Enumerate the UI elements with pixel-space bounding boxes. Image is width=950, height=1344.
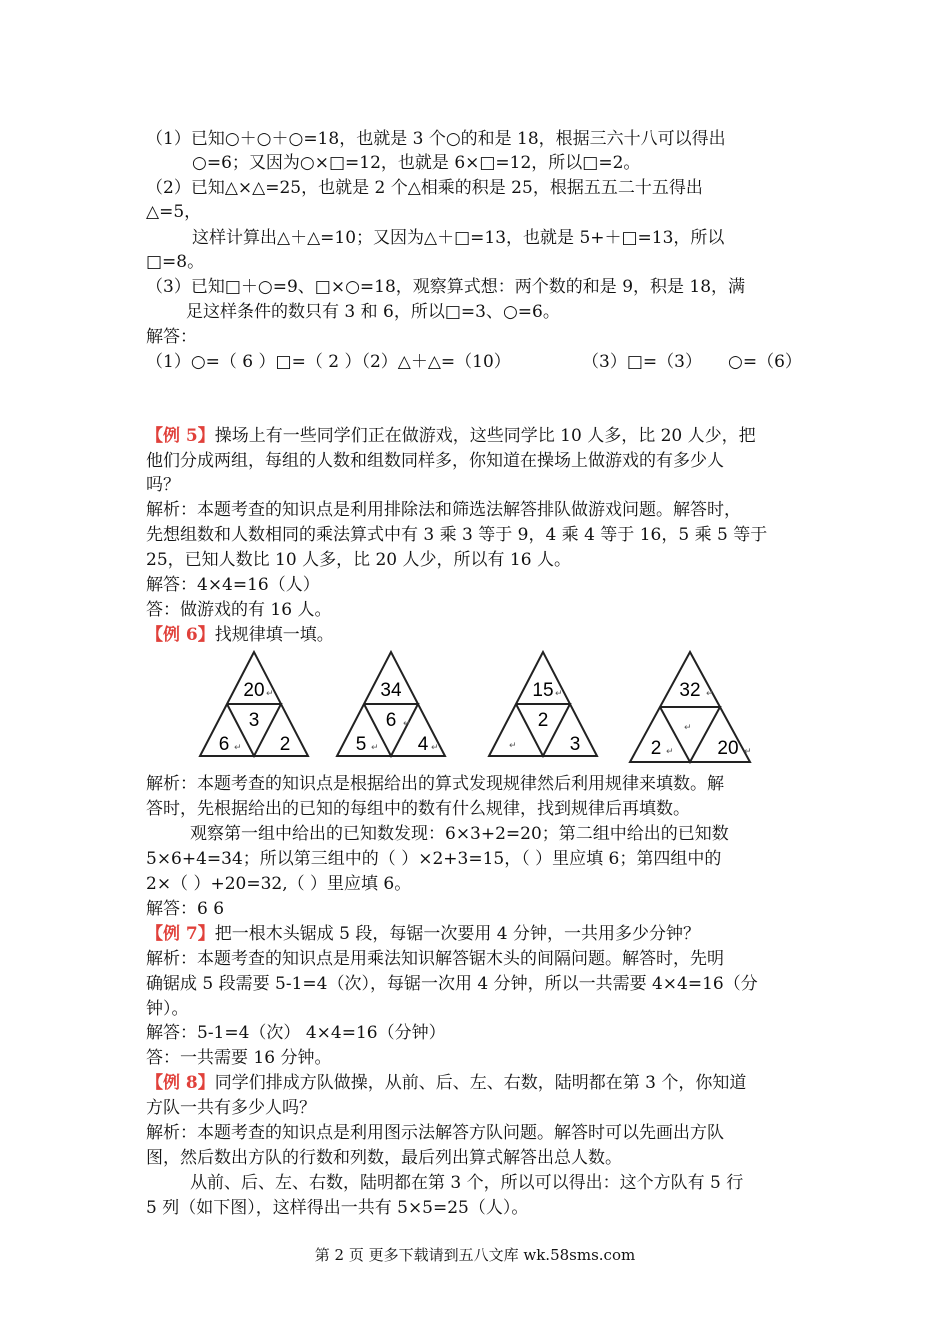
example-8-question: 同学们排成方队做操，从前、后、左、右数，陆明都在第 3 个，你知道 <box>214 1073 747 1093</box>
return-mark-icon: ↵ <box>555 688 563 698</box>
text-line: 解析：本题考查的知识点是用乘法知识解答锯木头的间隔问题。解答时，先明 <box>146 949 724 969</box>
triangle-3-middle: 2 <box>537 710 549 731</box>
text-line: 解答：4×4=16（人） <box>146 575 320 595</box>
text-line: 方队一共有多少人吗？ <box>146 1098 316 1118</box>
return-mark-icon: ↵ <box>744 746 752 756</box>
example-6-label: 【例 6】 <box>146 625 215 645</box>
text-line: （1）已知○＋○＋○=18，也就是 3 个○的和是 18，根据三六十八可以得出 <box>146 129 726 149</box>
example-5-question: 操场上有一些同学们正在做游戏，这些同学比 10 人多，比 20 人少，把 <box>214 426 756 446</box>
triangle-2-top: 34 <box>380 680 402 701</box>
text-line: （3）已知□＋○=9、□×○=18，观察算式想：两个数的和是 9，积是 18，满 <box>146 277 746 297</box>
example-6-question: 找规律填一填。 <box>214 625 334 645</box>
text-line: △=5， <box>146 202 202 222</box>
answer-part-2: （3）□=（3） <box>582 352 702 372</box>
example-5-title <box>146 425 756 447</box>
text-line: 从前、后、左、右数，陆明都在第 3 个，所以可以得出：这个方队有 5 行 <box>190 1173 744 1193</box>
triangle-2-right: 4 <box>417 734 429 755</box>
triangle-4-top: 32 <box>679 680 701 701</box>
triangle-3-right: 3 <box>569 734 581 755</box>
text-line: 25，已知人数比 10 人多，比 20 人少，所以有 16 人。 <box>146 550 571 570</box>
triangle-puzzle-3 <box>485 650 601 762</box>
example-6-title <box>146 624 334 646</box>
return-mark-icon: ↵ <box>234 742 242 752</box>
example-7-title <box>146 923 700 945</box>
answer-part-1: （1）○=（ 6 ）□=（ 2 ）（2）△＋△=（10） <box>146 352 511 372</box>
triangle-2-middle: 6 <box>385 710 397 731</box>
triangle-puzzle-1 <box>196 650 312 762</box>
text-line: 先想组数和人数相同的乘法算式中有 3 乘 3 等于 9，4 乘 4 等于 16，5 乘 5 等于 <box>146 525 768 545</box>
answer-heading: 解答： <box>146 327 197 347</box>
text-line: 2×（ ）+20=32,（ ）里应填 6。 <box>146 874 412 894</box>
triangle-1-left: 6 <box>218 734 230 755</box>
text-line: ○=6；又因为○×□=12，也就是 6×□=12，所以□=2。 <box>192 153 641 173</box>
text-line: □=8。 <box>146 252 205 272</box>
text-line: 5 列（如下图），这样得出一共有 5×5=25（人）。 <box>146 1198 529 1218</box>
example-7-label: 【例 7】 <box>146 924 215 944</box>
triangle-3-top: 15 <box>532 680 554 701</box>
text-line: 图，然后数出方队的行数和列数，最后列出算式解答出总人数。 <box>146 1148 622 1168</box>
triangle-4-right: 20 <box>717 738 739 759</box>
triangle-4-left: 2 <box>650 738 662 759</box>
return-mark-icon: ↵ <box>266 688 274 698</box>
text-line: 这样计算出△＋△=10；又因为△＋□=13，也就是 5+＋□=13，所以 <box>192 228 725 248</box>
text-line: 钟）。 <box>146 999 189 1019</box>
return-mark-icon: ↵ <box>666 746 674 756</box>
triangle-1-top: 20 <box>243 680 265 701</box>
text-line: 答：做游戏的有 16 人。 <box>146 600 332 620</box>
text-line: 解析：本题考查的知识点是根据给出的算式发现规律然后利用规律来填数。解 <box>146 774 724 794</box>
triangle-2-left: 5 <box>355 734 367 755</box>
text-line: 答时，先根据给出的已知的每组中的数有什么规律，找到规律后再填数。 <box>146 799 690 819</box>
text-line: 确锯成 5 段需要 5-1=4（次），每锯一次用 4 分钟，所以一共需要 4×4=16（分 <box>146 974 758 994</box>
text-line: 观察第一组中给出的已知数发现：6×3+2=20；第二组中给出的已知数 <box>190 824 729 844</box>
text-line: 解析：本题考查的知识点是利用排除法和筛选法解答排队做游戏问题。解答时， <box>146 500 741 520</box>
example-5-label: 【例 5】 <box>146 426 215 446</box>
triangle-puzzle-2 <box>333 650 449 762</box>
text-line: 他们分成两组，每组的人数和组数同样多，你知道在操场上做游戏的有多少人 <box>146 451 724 471</box>
triangle-1-right: 2 <box>279 734 291 755</box>
page-footer: 第 2 页 更多下载请到五八文库 wk.58sms.com <box>314 1246 636 1264</box>
text-line: 吗？ <box>146 475 180 495</box>
answer-part-3: ○=（6） <box>728 352 802 372</box>
return-mark-icon: ↵ <box>403 718 411 728</box>
return-mark-icon: ↵ <box>706 688 714 698</box>
text-line: 答：一共需要 16 分钟。 <box>146 1048 332 1068</box>
return-mark-icon: ↵ <box>431 742 439 752</box>
example-7-question: 把一根木头锯成 5 段，每锯一次要用 4 分钟，一共用多少分钟？ <box>214 924 700 944</box>
example-8-label: 【例 8】 <box>146 1073 215 1093</box>
triangle-puzzle-4 <box>626 650 756 768</box>
text-line: 解析：本题考查的知识点是利用图示法解答方队问题。解答时可以先画出方队 <box>146 1123 724 1143</box>
example-8-title <box>146 1072 746 1094</box>
text-line: 解答：5-1=4（次） 4×4=16（分钟） <box>146 1023 446 1043</box>
text-line: 解答：6 6 <box>146 899 225 919</box>
return-mark-icon: ↵ <box>371 742 379 752</box>
text-line: （2）已知△×△=25，也就是 2 个△相乘的积是 25，根据五五二十五得出 <box>146 178 703 198</box>
return-mark-icon: ↵ <box>684 722 692 732</box>
return-mark-icon: ↵ <box>509 740 517 750</box>
text-line: 5×6+4=34；所以第三组中的（ ）×2+3=15，（ ）里应填 6；第四组中的 <box>146 849 722 869</box>
triangle-1-middle: 3 <box>248 710 260 731</box>
text-line: 足这样条件的数只有 3 和 6，所以□=3、○=6。 <box>186 302 560 322</box>
